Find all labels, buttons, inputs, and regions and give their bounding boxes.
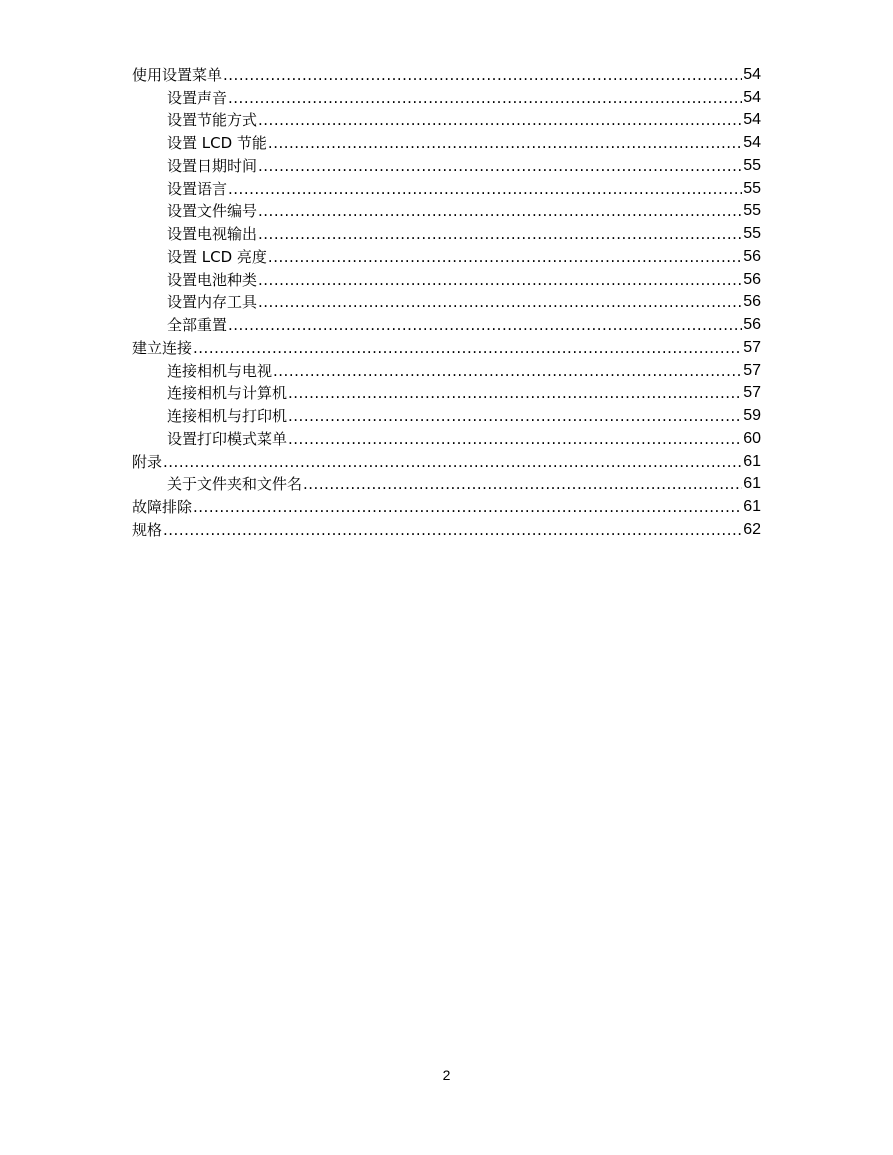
toc-entry-page: 62: [743, 520, 761, 538]
toc-entry[interactable]: [132, 153, 761, 176]
toc-entry[interactable]: [132, 335, 761, 358]
toc-leader-dots: [228, 179, 742, 199]
toc-entry-page: 55: [743, 202, 761, 220]
toc-entry-page: 55: [743, 179, 761, 197]
toc-entry[interactable]: [132, 221, 761, 244]
page-number: 2: [442, 1067, 451, 1083]
toc-leader-dots: [258, 270, 742, 290]
toc-leader-dots: [193, 497, 742, 517]
toc-leader-dots: [273, 361, 742, 381]
toc-entry[interactable]: [132, 85, 761, 108]
table-of-contents: [132, 62, 761, 540]
toc-entry-page: 56: [743, 270, 761, 288]
toc-leader-dots: [258, 201, 742, 221]
toc-leader-dots: [288, 383, 742, 403]
toc-entry[interactable]: [132, 199, 761, 222]
toc-entry-page: 57: [743, 338, 761, 356]
toc-entry-title: 设置内存工具: [167, 293, 258, 312]
toc-entry-page: 55: [743, 225, 761, 242]
toc-leader-dots: [223, 65, 742, 85]
toc-entry-page: 59: [743, 407, 761, 424]
toc-entry-page: 57: [743, 384, 761, 402]
toc-entry-title: 使用设置菜单: [132, 65, 223, 84]
toc-leader-dots: [288, 406, 742, 426]
toc-entry[interactable]: [132, 403, 761, 426]
toc-entry-title: 故障排除: [132, 498, 193, 516]
toc-entry[interactable]: [132, 130, 761, 153]
toc-leader-dots: [288, 429, 742, 449]
toc-entry-title: 设置电池种类: [167, 270, 258, 289]
toc-entry[interactable]: [132, 517, 761, 540]
toc-entry[interactable]: [132, 267, 761, 290]
toc-entry-title: 设置节能方式: [167, 111, 258, 130]
toc-entry-title: 连接相机与电视: [167, 361, 273, 380]
toc-leader-dots: [258, 224, 742, 244]
toc-entry-page: 56: [743, 293, 761, 311]
toc-entry-page: 61: [743, 452, 761, 470]
toc-entry-title: 设置 LCD 亮度: [167, 247, 267, 266]
toc-entry-title: 关于文件夹和文件名: [167, 475, 303, 494]
toc-entry-page: 60: [743, 429, 761, 447]
toc-entry[interactable]: [132, 244, 761, 267]
toc-entry[interactable]: [132, 312, 761, 335]
toc-entry-title: 设置打印模式菜单: [167, 429, 288, 448]
toc-leader-dots: [268, 133, 742, 153]
toc-entry-page: 54: [743, 111, 761, 129]
toc-entry[interactable]: [132, 381, 761, 404]
toc-entry[interactable]: [132, 494, 761, 517]
toc-leader-dots: [193, 338, 742, 358]
toc-entry-page: 54: [743, 88, 761, 106]
toc-entry-title: 设置文件编号: [167, 202, 258, 221]
toc-entry-title: 附录: [132, 452, 163, 471]
toc-entry-page: 61: [743, 498, 761, 515]
toc-leader-dots: [163, 520, 742, 540]
toc-entry-page: 54: [743, 65, 761, 83]
toc-entry[interactable]: [132, 358, 761, 381]
toc-entry-title: 建立连接: [132, 338, 193, 357]
toc-leader-dots: [258, 110, 742, 130]
toc-entry-title: 全部重置: [167, 316, 228, 334]
toc-leader-dots: [258, 292, 742, 312]
toc-leader-dots: [163, 452, 742, 472]
toc-entry-title: 设置声音: [167, 88, 228, 107]
toc-leader-dots: [228, 88, 742, 108]
toc-entry[interactable]: [132, 62, 761, 85]
toc-leader-dots: [228, 315, 742, 335]
toc-entry-title: 设置日期时间: [167, 156, 258, 175]
toc-entry[interactable]: [132, 290, 761, 313]
toc-entry-page: 56: [743, 247, 761, 265]
toc-entry-title: 设置语言: [167, 179, 228, 198]
toc-entry[interactable]: [132, 108, 761, 131]
toc-leader-dots: [258, 156, 742, 176]
toc-entry-title: 连接相机与打印机: [167, 407, 288, 425]
toc-entry-title: 连接相机与计算机: [167, 384, 288, 403]
toc-entry-page: 55: [743, 156, 761, 174]
toc-entry-title: 规格: [132, 520, 163, 539]
toc-entry-title: 设置电视输出: [167, 225, 258, 243]
toc-entry[interactable]: [132, 426, 761, 449]
toc-entry[interactable]: [132, 176, 761, 199]
toc-entry-page: 54: [743, 134, 761, 151]
toc-entry-page: 57: [743, 361, 761, 379]
toc-leader-dots: [268, 247, 742, 267]
toc-entry-page: 61: [743, 475, 761, 493]
toc-entry-title: 设置 LCD 节能: [167, 134, 267, 152]
toc-leader-dots: [303, 474, 742, 494]
toc-entry[interactable]: [132, 472, 761, 495]
toc-entry-page: 56: [743, 316, 761, 333]
toc-entry[interactable]: [132, 449, 761, 472]
